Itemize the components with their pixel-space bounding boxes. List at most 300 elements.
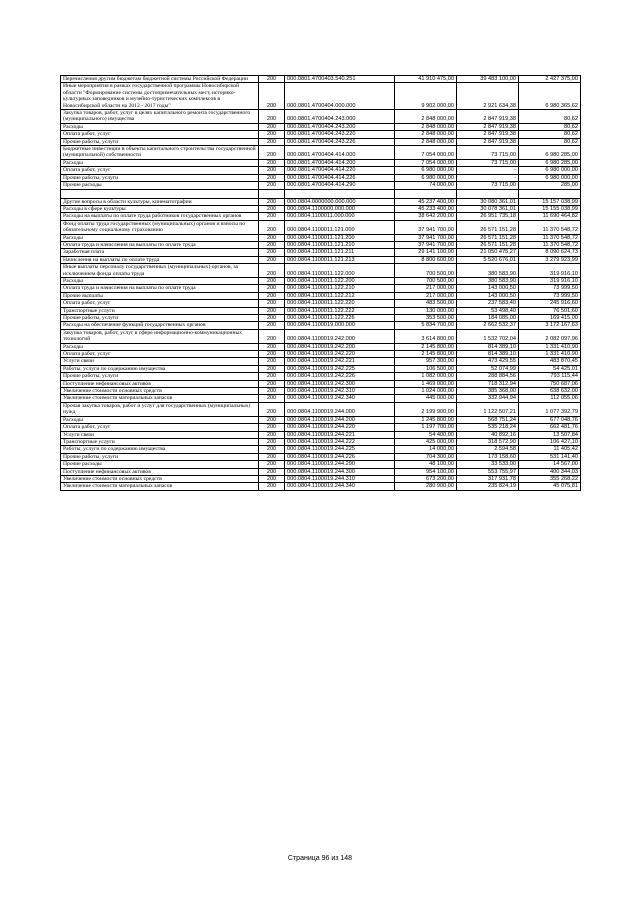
row-code-cell: 200 [259,483,285,490]
row-name-cell: Оплата труда и начисления на выплаты по оплате труда [61,285,259,292]
row-executed-amount-cell: 2 847 919,38 [457,131,519,138]
row-classification-code-cell: 000.0801.4700404.414.290 [285,182,395,189]
row-name-cell: Другие вопросы в области культуры, кинематографии [61,198,259,205]
row-executed-amount-cell: 30 078 361,01 [457,205,519,212]
row-name-cell: Работы, услуги по содержанию имущества [61,446,259,453]
row-unexecuted-amount-cell: 2 082 097,96 [519,329,581,343]
row-unexecuted-amount-cell: 6 980 000,00 [519,174,581,181]
row-approved-amount-cell: 2 848 000,00 [395,138,457,145]
row-unexecuted-amount-cell: 112 055,06 [519,395,581,402]
row-unexecuted-amount-cell: 638 632,00 [519,388,581,395]
row-classification-code-cell: 000.0804.1100011.122.226 [285,315,395,322]
row-approved-amount-cell: 2 848 000,00 [395,123,457,130]
row-approved-amount-cell: 425 000,00 [395,438,457,445]
row-approved-amount-cell: 2 848 000,00 [395,131,457,138]
row-executed-amount-cell: 535 218,24 [457,424,519,431]
table-body [61,76,581,491]
row-code-cell: 200 [259,358,285,365]
row-name-cell: Прочие работы, услуги [61,174,259,181]
table-row [61,159,581,166]
row-classification-code-cell: 000.0801.4700404.243.200 [285,123,395,130]
row-code-cell: 200 [259,322,285,329]
row-name-cell: Увеличение стоимости основных средств [61,388,259,395]
row-classification-code-cell: 000.0801.4700404.243.220 [285,131,395,138]
row-executed-amount-cell: 30 080 361,01 [457,198,519,205]
row-approved-amount-cell: 8 800 600,00 [395,256,457,263]
row-executed-amount-cell: 53 498,40 [457,307,519,314]
row-classification-code-cell: 000.0804.1100019.242.220 [285,351,395,358]
row-name-cell: Прочие работы, услуги [61,315,259,322]
row-unexecuted-amount-cell: 1 331 410,90 [519,351,581,358]
row-executed-amount-cell: 318 572,90 [457,438,519,445]
row-approved-amount-cell: 1 245 800,00 [395,416,457,423]
row-name-cell: Оплата работ, услуг [61,424,259,431]
row-approved-amount-cell: 1 082 000,00 [395,373,457,380]
row-executed-amount-cell: 21 050 475,27 [457,249,519,256]
row-approved-amount-cell: 2 145 800,00 [395,343,457,350]
row-unexecuted-amount-cell: 662 481,76 [519,424,581,431]
row-approved-amount-cell: 483 500,00 [395,300,457,307]
row-executed-amount-cell: 237 583,40 [457,300,519,307]
row-unexecuted-amount-cell: 80,62 [519,110,581,124]
row-code-cell: 200 [259,446,285,453]
row-approved-amount-cell: 45 237 400,00 [395,198,457,205]
row-code-cell: 200 [259,123,285,130]
table-row [61,213,581,220]
row-code-cell [259,189,285,198]
row-code-cell: 200 [259,174,285,181]
row-executed-amount-cell: 73 715,00 [457,159,519,166]
row-name-cell: Работы, услуги по содержанию имущества [61,365,259,372]
row-name-cell: Прочая закупка товаров, работ и услуг для государственных (муниципальных) нужд [61,402,259,416]
row-executed-amount-cell: 1 122 507,21 [457,402,519,416]
page-number: Страница 96 из 148 [287,855,353,862]
row-name-cell: Расходы [61,343,259,350]
row-executed-amount-cell: 2 847 919,38 [457,138,519,145]
row-unexecuted-amount-cell: 15 157 038,99 [519,198,581,205]
row-code-cell: 200 [259,388,285,395]
row-code-cell: 200 [259,213,285,220]
table-row [61,131,581,138]
row-executed-amount-cell: 2 921 634,38 [457,83,519,110]
row-classification-code-cell: 000.0804.1100011.121.213 [285,256,395,263]
row-code-cell: 200 [259,475,285,482]
row-approved-amount-cell: 5 834 700,00 [395,322,457,329]
row-executed-amount-cell: 718 312,94 [457,380,519,387]
row-name-cell: Закупка товаров, работ, услуг в целях капитального ремонта государственного (муниципального) имущества [61,110,259,124]
row-classification-code-cell: 000.0804.1100019.244.225 [285,446,395,453]
table-row [61,220,581,234]
row-executed-amount-cell: 73 715,00 [457,146,519,160]
row-classification-code-cell: 000.0801.4700404.414.200 [285,159,395,166]
table-row [61,277,581,284]
row-classification-code-cell: 000.0801.4700404.243.226 [285,138,395,145]
row-classification-code-cell [285,189,395,198]
row-name-cell: Услуги связи [61,358,259,365]
row-executed-amount-cell: 553 755,97 [457,468,519,475]
row-unexecuted-amount-cell: 3 172 167,63 [519,322,581,329]
row-classification-code-cell: 000.0804.1100019.242.310 [285,388,395,395]
row-unexecuted-amount-cell: 54 425,01 [519,365,581,372]
row-approved-amount-cell: 130 000,00 [395,307,457,314]
row-name-cell: Транспортные услуги [61,307,259,314]
row-approved-amount-cell: 6 980 000,00 [395,174,457,181]
row-classification-code-cell: 000.0804.1100019.242.300 [285,380,395,387]
row-approved-amount-cell: 37 941 700,00 [395,241,457,248]
table-row [61,446,581,453]
row-code-cell: 200 [259,343,285,350]
row-classification-code-cell: 000.0804.1100011.122.220 [285,300,395,307]
row-code-cell: 200 [259,138,285,145]
row-approved-amount-cell: 700 500,00 [395,277,457,284]
row-unexecuted-amount-cell: 80,62 [519,138,581,145]
row-code-cell: 200 [259,395,285,402]
row-name-cell: Услуги связи [61,431,259,438]
table-row [61,110,581,124]
row-code-cell: 200 [259,182,285,189]
row-executed-amount-cell: 173 158,60 [457,453,519,460]
row-classification-code-cell: 000.0804.1100011.121.211 [285,249,395,256]
row-name-cell: Прочие расходы [61,182,259,189]
row-name-cell: Перечисления другим бюджетам бюджетной системы Российской Федерации [61,76,259,83]
row-name-cell: Увеличение стоимости основных средств [61,475,259,482]
row-approved-amount-cell: 74 000,00 [395,182,457,189]
table-row [61,468,581,475]
row-unexecuted-amount-cell: 319 916,10 [519,264,581,278]
table-row [61,234,581,241]
row-classification-code-cell: 000.0804.1100019.244.290 [285,461,395,468]
row-approved-amount-cell: 3 614 800,00 [395,329,457,343]
row-code-cell: 200 [259,241,285,248]
table-row [61,373,581,380]
table-row [61,146,581,160]
row-name-cell: Прочие выплаты [61,292,259,299]
table-row [61,475,581,482]
row-code-cell: 200 [259,292,285,299]
row-classification-code-cell: 000.0804.1100011.122.210 [285,285,395,292]
row-classification-code-cell: 000.0801.4700404.243.000 [285,110,395,124]
table-row [61,182,581,189]
row-approved-amount-cell: 7 054 000,00 [395,159,457,166]
row-unexecuted-amount-cell: 1 331 410,90 [519,343,581,350]
row-executed-amount-cell: 5 520 676,01 [457,256,519,263]
row-executed-amount-cell: 380 583,90 [457,264,519,278]
row-name-cell: Закупка товаров, работ, услуг в сфере информационно-коммуникационных технологий [61,329,259,343]
row-code-cell: 200 [259,205,285,212]
row-code-cell: 200 [259,461,285,468]
table-row [61,174,581,181]
row-approved-amount-cell: 29 141 100,00 [395,249,457,256]
row-approved-amount-cell: 2 145 800,00 [395,351,457,358]
row-classification-code-cell: 000.0804.1100019.244.000 [285,402,395,416]
table-row [61,416,581,423]
row-name-cell: Расходы на обеспечение функций государственных органов [61,322,259,329]
row-unexecuted-amount-cell: 750 687,06 [519,380,581,387]
row-name-cell: Оплата труда и начисления на выплаты по оплате труда [61,241,259,248]
row-executed-amount-cell: 332 944,94 [457,395,519,402]
row-code-cell: 200 [259,110,285,124]
table-row [61,388,581,395]
row-classification-code-cell: 000.0804.1100019.244.221 [285,431,395,438]
row-unexecuted-amount-cell: 14 567,00 [519,461,581,468]
table-row [61,453,581,460]
table-row [61,483,581,490]
row-executed-amount-cell: 2 594,58 [457,446,519,453]
row-unexecuted-amount-cell: 6 980 285,00 [519,146,581,160]
row-unexecuted-amount-cell: 80,62 [519,131,581,138]
row-executed-amount-cell: 26 571 151,28 [457,234,519,241]
row-executed-amount-cell: - [457,174,519,181]
table-row [61,365,581,372]
table-row [61,76,581,83]
row-executed-amount-cell: 39 483 100,00 [457,76,519,83]
row-classification-code-cell: 000.0804.1100011.121.000 [285,220,395,234]
row-name-cell: Расходы [61,234,259,241]
row-name-cell: Расходы [61,123,259,130]
row-executed-amount-cell [457,189,519,198]
row-code-cell: 200 [259,277,285,284]
row-name-cell: Прочие работы, услуги [61,138,259,145]
row-unexecuted-amount-cell: 793 115,44 [519,373,581,380]
row-name-cell: Начисления на выплаты по оплате труда [61,256,259,263]
row-unexecuted-amount-cell: 245 916,60 [519,300,581,307]
row-name-cell: Прочие работы, услуги [61,373,259,380]
table-spacer-row [61,189,581,198]
row-unexecuted-amount-cell: 169 415,00 [519,315,581,322]
row-executed-amount-cell: 235 824,19 [457,483,519,490]
row-unexecuted-amount-cell: 355 268,22 [519,475,581,482]
row-unexecuted-amount-cell: 76 501,60 [519,307,581,314]
row-approved-amount-cell: 353 500,00 [395,315,457,322]
row-executed-amount-cell: 40 892,16 [457,431,519,438]
row-executed-amount-cell: 568 751,24 [457,416,519,423]
row-approved-amount-cell: 217 000,00 [395,285,457,292]
row-name-cell: Расходы [61,159,259,166]
row-name-cell: Иные мероприятия в рамках государственной программы Новосибирской области "Формирование системы достопримечательных мест, историко-культурных заповедников и музейно-туристических комплексов в Новосибирской области на 2012 - 2017 годы" [61,83,259,110]
row-executed-amount-cell: 2 847 919,38 [457,110,519,124]
table-row [61,292,581,299]
row-code-cell: 200 [259,249,285,256]
row-unexecuted-amount-cell: 6 980 000,00 [519,167,581,174]
table-row [61,123,581,130]
row-approved-amount-cell: 2 199 900,00 [395,402,457,416]
row-name-cell: Оплата работ, услуг [61,131,259,138]
row-code-cell: 200 [259,131,285,138]
row-executed-amount-cell: 317 931,78 [457,475,519,482]
row-classification-code-cell: 000.0804.1100019.244.310 [285,475,395,482]
row-code-cell: 200 [259,424,285,431]
row-code-cell: 200 [259,351,285,358]
row-classification-code-cell: 000.0804.1100019.244.226 [285,453,395,460]
row-code-cell: 200 [259,307,285,314]
row-classification-code-cell: 000.0804.1100019.242.225 [285,365,395,372]
row-approved-amount-cell: 704 300,00 [395,453,457,460]
row-executed-amount-cell: 73 715,00 [457,182,519,189]
row-code-cell: 200 [259,438,285,445]
row-approved-amount-cell: 1 469 000,00 [395,380,457,387]
row-classification-code-cell: 000.0804.1100000.000.000 [285,205,395,212]
row-classification-code-cell: 000.0804.1100011.122.200 [285,277,395,284]
row-name-cell: Транспортные услуги [61,438,259,445]
row-classification-code-cell: 000.0801.4700404.414.226 [285,174,395,181]
row-classification-code-cell: 000.0804.1100019.242.200 [285,343,395,350]
row-approved-amount-cell: 14 000,00 [395,446,457,453]
row-code-cell: 200 [259,146,285,160]
table-row [61,167,581,174]
table-row [61,241,581,248]
row-unexecuted-amount-cell: 1 077 392,79 [519,402,581,416]
row-code-cell: 200 [259,329,285,343]
table-row [61,138,581,145]
row-approved-amount-cell: 2 848 000,00 [395,110,457,124]
row-approved-amount-cell: 6 980 000,00 [395,167,457,174]
row-classification-code-cell: 000.0804.1100011.122.000 [285,264,395,278]
row-name-cell: Фонд оплаты труда государственных (муниципальных) органов и взносы по обязательному социальному страхованию [61,220,259,234]
table-row [61,300,581,307]
row-code-cell: 200 [259,167,285,174]
table-row [61,431,581,438]
row-code-cell: 200 [259,234,285,241]
row-unexecuted-amount-cell: 45 075,81 [519,483,581,490]
row-approved-amount-cell: 45 233 400,00 [395,205,457,212]
row-name-cell: Расходы в сфере культуры [61,205,259,212]
row-executed-amount-cell: 2 662 532,37 [457,322,519,329]
row-name-cell: Расходы [61,416,259,423]
row-classification-code-cell: 000.0801.4700404.414.000 [285,146,395,160]
row-approved-amount-cell: 54 400,00 [395,431,457,438]
row-executed-amount-cell: 26 571 151,28 [457,220,519,234]
table-row [61,395,581,402]
row-code-cell: 200 [259,431,285,438]
row-name-cell: Поступление нефинансовых активов [61,468,259,475]
row-unexecuted-amount-cell: 3 279 923,99 [519,256,581,263]
row-code-cell: 200 [259,315,285,322]
row-code-cell: 200 [259,380,285,387]
row-classification-code-cell: 000.0804.1100011.122.212 [285,292,395,299]
row-code-cell: 200 [259,300,285,307]
row-approved-amount-cell: 7 054 000,00 [395,146,457,160]
row-classification-code-cell: 000.0804.1100011.122.222 [285,307,395,314]
row-unexecuted-amount-cell: 531 141,40 [519,453,581,460]
row-executed-amount-cell: 473 429,55 [457,358,519,365]
row-name-cell: Прочие работы, услуги [61,453,259,460]
row-executed-amount-cell: 2 847 919,38 [457,123,519,130]
row-code-cell: 200 [259,468,285,475]
row-executed-amount-cell: 26 951 735,18 [457,213,519,220]
row-name-cell: Поступление нефинансовых активов [61,380,259,387]
row-unexecuted-amount-cell: 11 370 548,72 [519,220,581,234]
row-unexecuted-amount-cell: 80,62 [519,123,581,130]
row-approved-amount-cell: 37 941 700,00 [395,234,457,241]
row-classification-code-cell: 000.0804.1100019.244.222 [285,438,395,445]
row-name-cell: Иные выплаты персоналу государственных (муниципальных) органов, за исключением фонда оплаты труда [61,264,259,278]
row-classification-code-cell: 000.0804.1100019.244.200 [285,416,395,423]
table-row [61,380,581,387]
table-row [61,438,581,445]
row-code-cell: 200 [259,256,285,263]
table-row [61,256,581,263]
row-unexecuted-amount-cell: 11 370 548,72 [519,241,581,248]
row-name-cell: Оплата работ, услуг [61,167,259,174]
row-name-cell: Увеличение стоимости материальных запасов [61,483,259,490]
row-classification-code-cell: 000.0804.1100019.242.340 [285,395,395,402]
row-approved-amount-cell: 41 910 475,00 [395,76,457,83]
row-name-cell: Оплата работ, услуг [61,351,259,358]
row-code-cell: 200 [259,373,285,380]
row-approved-amount-cell: 673 200,00 [395,475,457,482]
row-unexecuted-amount-cell: 285,00 [519,182,581,189]
row-approved-amount-cell: 9 902 000,00 [395,83,457,110]
row-unexecuted-amount-cell: 73 999,50 [519,285,581,292]
row-classification-code-cell: 000.0804.1100011.121.200 [285,234,395,241]
row-unexecuted-amount-cell: 11 690 464,82 [519,213,581,220]
row-code-cell: 200 [259,159,285,166]
row-code-cell: 200 [259,285,285,292]
table-row [61,424,581,431]
row-unexecuted-amount-cell: 6 980 285,00 [519,159,581,166]
table-row [61,343,581,350]
row-executed-amount-cell: 288 884,56 [457,373,519,380]
row-approved-amount-cell: 445 000,00 [395,395,457,402]
row-executed-amount-cell: - [457,167,519,174]
row-classification-code-cell: 000.0804.1100019.242.226 [285,373,395,380]
row-approved-amount-cell: 1 024 000,00 [395,388,457,395]
row-code-cell: 200 [259,453,285,460]
row-executed-amount-cell: 814 389,10 [457,351,519,358]
row-unexecuted-amount-cell: 15 155 038,99 [519,205,581,212]
row-classification-code-cell: 000.0804.0000000.000.000 [285,198,395,205]
row-classification-code-cell: 000.0804.1100019.244.220 [285,424,395,431]
row-name-cell: Заработная плата [61,249,259,256]
table-row [61,315,581,322]
row-approved-amount-cell: 217 000,00 [395,292,457,299]
row-name-cell: Увеличение стоимости материальных запасов [61,395,259,402]
table-row [61,402,581,416]
row-classification-code-cell: 000.0801.4700403.540.251 [285,76,395,83]
row-approved-amount-cell: 106 500,00 [395,365,457,372]
row-classification-code-cell: 000.0804.1100011.121.210 [285,241,395,248]
row-approved-amount-cell [395,189,457,198]
row-executed-amount-cell: 52 074,99 [457,365,519,372]
row-executed-amount-cell: 33 533,00 [457,461,519,468]
row-executed-amount-cell: 143 000,50 [457,292,519,299]
row-unexecuted-amount-cell: 13 507,84 [519,431,581,438]
row-unexecuted-amount-cell [519,189,581,198]
row-approved-amount-cell: 700 500,00 [395,264,457,278]
table-row [61,83,581,110]
row-code-cell: 200 [259,264,285,278]
row-name-cell [61,189,259,198]
table-row [61,322,581,329]
row-code-cell: 200 [259,416,285,423]
row-executed-amount-cell: 143 000,50 [457,285,519,292]
row-approved-amount-cell: 48 100,00 [395,461,457,468]
table-row [61,329,581,343]
table-row [61,264,581,278]
table-row [61,249,581,256]
row-classification-code-cell: 000.0804.1100019.244.340 [285,483,395,490]
table-row [61,205,581,212]
row-approved-amount-cell: 37 941 700,00 [395,220,457,234]
row-code-cell: 200 [259,402,285,416]
row-classification-code-cell: 000.0804.1100019.242.221 [285,358,395,365]
row-unexecuted-amount-cell: 6 980 365,62 [519,83,581,110]
row-classification-code-cell: 000.0804.1100019.000.000 [285,322,395,329]
row-unexecuted-amount-cell: 73 999,50 [519,292,581,299]
budget-execution-table [60,75,581,491]
row-unexecuted-amount-cell: 106 427,10 [519,438,581,445]
row-unexecuted-amount-cell: 2 427 375,00 [519,76,581,83]
